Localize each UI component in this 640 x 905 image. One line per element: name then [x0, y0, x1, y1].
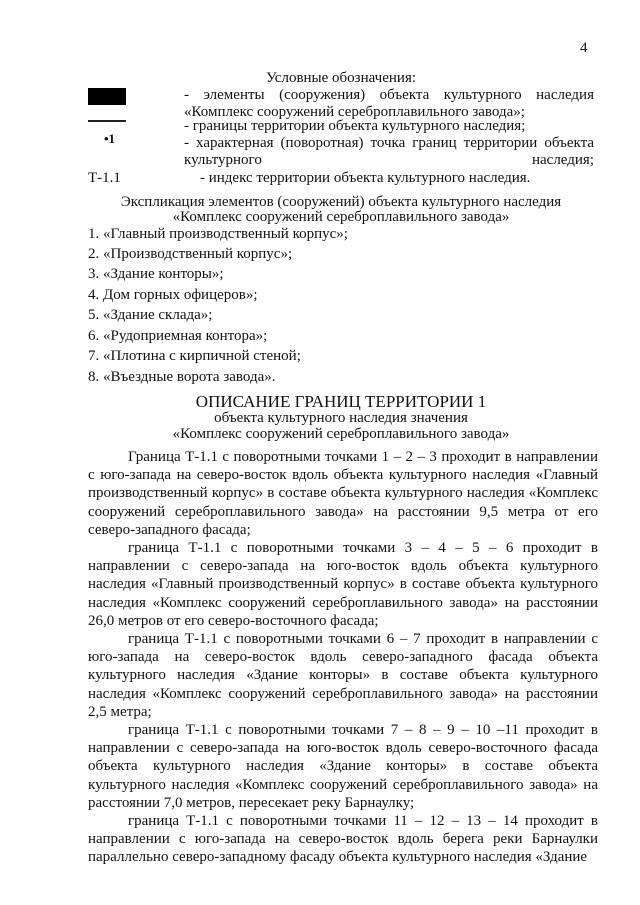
section-title: ОПИСАНИЕ ГРАНИЦ ТЕРРИТОРИИ 1 — [195, 392, 487, 411]
explication-item: 7. «Плотина с кирпичной стеной; — [88, 348, 301, 364]
explication-item: 6. «Рудоприемная контора»; — [88, 328, 268, 344]
explication-item: 2. «Производственный корпус»; — [88, 246, 293, 262]
legend-symbol-building — [88, 88, 126, 105]
section-subtitle-2: «Комплекс сооружений сереброплавильного завода» — [172, 426, 510, 442]
explication-item: 5. «Здание склада»; — [88, 307, 213, 323]
legend-symbol-turning-point: •1 — [104, 131, 116, 146]
explication-item: 4. Дом горных офицеров»; — [88, 287, 258, 303]
explication-title-line2: «Комплекс сооружений сереброплавильного завода» — [172, 209, 510, 225]
explication-item: 8. «Въездные ворота завода». — [88, 369, 276, 385]
paragraph: граница Т-1.1 с поворотными точками 3 – 4 – 5 – 6 проходит в направлении с северо-запада на юго-восток вдоль объекта культурного наследия «Главный производственный корпус» в составе объекта культурного наследия «Комплекс сооружений сереброплавильного завода» на расстоянии 26,0 метров от его северо-восточного фасада; — [88, 540, 598, 629]
legend-symbol-boundary-line — [88, 120, 126, 122]
legend-title: Условные обозначения: — [265, 70, 417, 86]
boundary-description — [88, 448, 598, 867]
legend-text-boundary: - границы территории объекта культурного наследия; — [184, 118, 526, 134]
legend-text-turning-point: - характерная (поворотная) точка границ территории объекта культурного наследия; — [184, 135, 594, 168]
explication-item: 1. «Главный производственный корпус»; — [88, 226, 348, 242]
legend-text-buildings: - элементы (сооружения) объекта культурного наследия «Комплекс сооружений сереброплавильного завода»; — [184, 87, 594, 120]
explication-item: 3. «Здание конторы»; — [88, 266, 224, 282]
paragraph: граница Т-1.1 с поворотными точками 6 – 7 проходит в направлении с юго-запада на северо-восток вдоль северо-западного фасада объекта культурного наследия «Здание конторы» в составе объекта культурного наследия «Комплекс сооружений сереброплавильного завода» на расстоянии 2,5 метра; — [88, 631, 598, 720]
page-number: 4 — [580, 40, 588, 56]
explication-title-line1: Экспликация элементов (сооружений) объекта культурного наследия — [120, 194, 562, 210]
paragraph: граница Т-1.1 с поворотными точками 7 – 8 – 9 – 10 –11 проходит в направлении с северо-запада на юго-восток вдоль северо-восточного фасада объекта культурного наследия «Здание конторы» в составе объекта культурного наследия «Комплекс сооружений сереброплавильного завода» на расстоянии 7,0 метров, пересекает реку Барнаулку; — [88, 722, 598, 811]
legend-text-index: - индекс территории объекта культурного наследия. — [200, 170, 531, 186]
section-subtitle-1: объекта культурного наследия значения — [214, 410, 468, 426]
paragraph: граница Т-1.1 с поворотными точками 11 – 12 – 13 – 14 проходит в направлении с юго-запада на северо-восток вдоль берега реки Барнаулки параллельно северо-западному фасаду объекта культурного наследия «Здание — [88, 813, 598, 866]
legend-symbol-index: Т-1.1 — [88, 170, 121, 186]
paragraph: Граница Т-1.1 с поворотными точками 1 – 2 – 3 проходит в направлении с юго-запада на северо-восток вдоль объекта культурного наследия «Главный производственный корпус» в составе объекта культурного наследия «Комплекс сооружений сереброплавильного завода» на расстоянии 9,5 метра от его северо-западного фасада; — [88, 449, 598, 538]
